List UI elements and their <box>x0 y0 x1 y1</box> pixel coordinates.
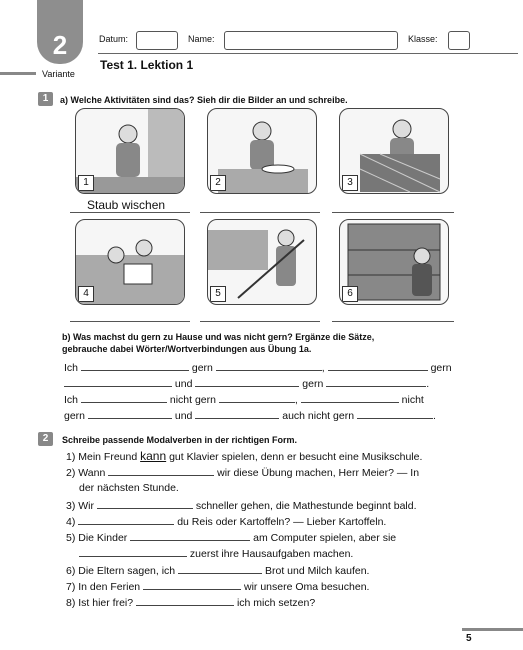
row-text: 8) Ist hier frei? <box>66 597 134 609</box>
blank[interactable] <box>64 377 172 387</box>
task1-badge: 1 <box>38 92 53 106</box>
datum-field[interactable] <box>136 31 178 50</box>
row-text: , <box>321 362 325 374</box>
row-text: gern <box>191 362 213 374</box>
datum-label: Datum: <box>99 34 129 44</box>
fill-row-2 <box>64 377 429 390</box>
blank[interactable] <box>88 409 172 419</box>
answer-1: Staub wischen <box>87 198 166 212</box>
row-text: gut Klavier spielen, denn er besucht eine Musikschule. <box>166 451 423 463</box>
picture-number: 5 <box>210 286 226 302</box>
task2-instruction: Schreibe passende Modalverben in der richtigen Form. <box>62 435 298 445</box>
blank[interactable] <box>195 377 299 387</box>
footer-divider <box>462 628 523 631</box>
sentence-5 <box>66 531 396 544</box>
sentence-2-cont: der nächsten Stunde. <box>79 482 179 494</box>
header-divider <box>98 53 518 54</box>
blank[interactable] <box>328 361 428 371</box>
klasse-label: Klasse: <box>408 34 438 44</box>
blank[interactable] <box>130 531 250 541</box>
row-text: , <box>294 394 298 406</box>
klasse-field[interactable] <box>448 31 470 50</box>
row-text: . <box>432 410 436 422</box>
row-text: und <box>174 410 193 422</box>
sentence-7 <box>66 580 369 593</box>
blank[interactable] <box>136 596 234 606</box>
row-text: zuerst ihre Hausaufgaben machen. <box>189 548 354 560</box>
name-field[interactable] <box>224 31 398 50</box>
picture-bed <box>339 108 449 194</box>
answer-line-4[interactable] <box>70 321 190 322</box>
picture-number: 4 <box>78 286 94 302</box>
row-text: ich mich setzen? <box>236 597 316 609</box>
side-divider <box>0 72 36 75</box>
row-text: gern <box>64 410 86 422</box>
row-text: wir unsere Oma besuchen. <box>243 581 370 593</box>
blank[interactable] <box>195 409 279 419</box>
blank[interactable] <box>78 515 174 525</box>
row-text: nicht gern <box>169 394 216 406</box>
row-text: 3) Wir <box>66 500 94 512</box>
picture-dishes <box>207 108 317 194</box>
row-text: Brot und Milch kaufen. <box>264 565 370 577</box>
blank[interactable] <box>143 580 241 590</box>
blank[interactable] <box>108 466 214 476</box>
row-text: gern <box>430 362 452 374</box>
row-text: wir diese Übung machen, Herr Meier? — In <box>217 467 420 479</box>
picture-shelves <box>339 219 449 305</box>
row-text: nicht <box>401 394 424 406</box>
row-text: du Reis oder Kartoffeln? — Lieber Kartoffeln. <box>177 516 387 528</box>
blank[interactable] <box>357 409 433 419</box>
answer-line-6[interactable] <box>332 321 454 322</box>
sentence-4 <box>66 515 386 528</box>
picture-sweeping <box>207 219 317 305</box>
picture-reading <box>75 219 185 305</box>
page-number: 5 <box>466 633 472 644</box>
picture-dusting <box>75 108 185 194</box>
fill-row-3 <box>64 393 424 406</box>
row-text: gern <box>302 378 324 390</box>
answer-line-2[interactable] <box>200 212 320 213</box>
row-text: und <box>174 378 193 390</box>
sentence-2 <box>66 466 419 479</box>
row-text: . <box>426 378 430 390</box>
row-text: 1) Mein Freund <box>66 451 141 463</box>
blank[interactable] <box>301 393 399 403</box>
blank[interactable] <box>97 499 193 509</box>
fill-row-4 <box>64 409 436 422</box>
row-text: 2) Wann <box>66 467 106 479</box>
row-text: schneller gehen, die Mathestunde beginnt bald. <box>195 500 417 512</box>
row-text: Ich <box>64 394 79 406</box>
answer-line-1[interactable] <box>70 212 190 213</box>
instruction-b-line1: b) Was machst du gern zu Hause und was nicht gern? Ergänze die Sätze, <box>62 332 375 342</box>
name-label: Name: <box>188 34 215 44</box>
task2-badge: 2 <box>38 432 53 446</box>
fill-row-1 <box>64 361 452 374</box>
instruction-b-line2: gebrauche dabei Wörter/Wortverbindungen aus Übung 1a. <box>62 344 312 354</box>
blank[interactable] <box>216 361 322 371</box>
row-text: Ich <box>64 362 79 374</box>
page-title: Test 1. Lektion 1 <box>100 58 194 72</box>
task1-instruction-a: a) Welche Aktivitäten sind das? Sieh dir die Bilder an und schreibe. <box>60 95 348 105</box>
answer-line-5[interactable] <box>200 321 320 322</box>
row-text: auch nicht gern <box>282 410 355 422</box>
blank[interactable] <box>178 564 262 574</box>
example-answer: kann <box>140 449 167 463</box>
sentence-8 <box>66 596 315 609</box>
blank[interactable] <box>81 393 167 403</box>
row-text: 6) Die Eltern sagen, ich <box>66 565 176 577</box>
row-text: am Computer spielen, aber sie <box>253 532 397 544</box>
sentence-5-cont <box>79 547 353 560</box>
sentence-3 <box>66 499 417 512</box>
answer-line-3[interactable] <box>332 212 454 213</box>
sentence-1 <box>66 449 422 463</box>
blank[interactable] <box>219 393 295 403</box>
variant-number: 2 <box>52 30 68 60</box>
variant-label: Variante <box>42 69 75 79</box>
task1-instruction-b <box>62 331 374 355</box>
row-text: 7) In den Ferien <box>66 581 141 593</box>
picture-number: 3 <box>342 175 358 191</box>
blank[interactable] <box>81 361 189 371</box>
blank[interactable] <box>79 547 187 557</box>
row-text: 5) Die Kinder <box>66 532 128 544</box>
picture-number: 2 <box>210 175 226 191</box>
row-text: 4) <box>66 516 76 528</box>
picture-number: 1 <box>78 175 94 191</box>
picture-number: 6 <box>342 286 358 302</box>
sentence-6 <box>66 564 369 577</box>
blank[interactable] <box>326 377 426 387</box>
